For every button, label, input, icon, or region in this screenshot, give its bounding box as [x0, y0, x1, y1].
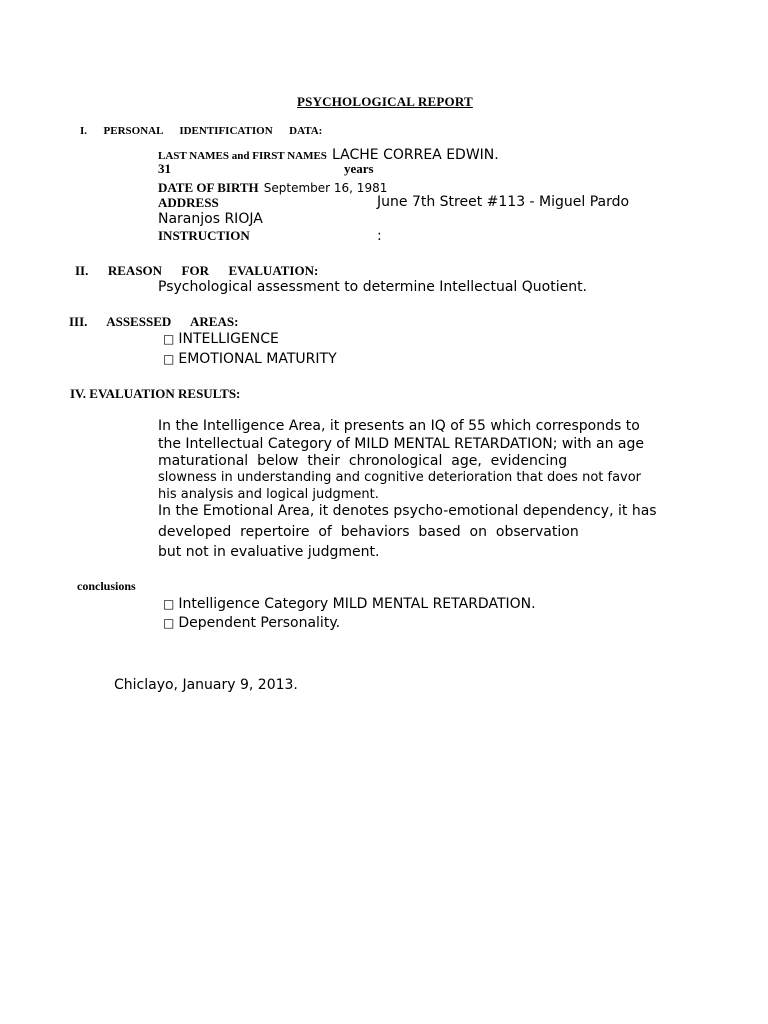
section-2-heading: II. REASON FOR EVALUATION:: [75, 263, 319, 278]
address-value-line-1: June 7th Street #113 - Miguel Pardo: [377, 194, 630, 210]
results-line: developed repertoire of behaviors based on observation: [158, 524, 579, 540]
conclusion-item: □ Intelligence Category MILD MENTAL RETARDATION.: [163, 596, 536, 612]
conclusion-item: □ Dependent Personality.: [163, 615, 340, 631]
results-line: slowness in understanding and cognitive deterioration that does not favor: [158, 470, 642, 485]
results-line: maturational below their chronological age, evidencing: [158, 453, 568, 469]
section-3-heading: III. ASSESSED AREAS:: [69, 314, 239, 329]
results-line: the Intellectual Category of MILD MENTAL RETARDATION; with an age: [158, 436, 645, 452]
instruction-value: :: [377, 228, 382, 244]
assessed-area-item: □ EMOTIONAL MATURITY: [163, 351, 337, 367]
evaluation-reason: Psychological assessment to determine Intellectual Quotient.: [158, 279, 588, 295]
results-line: In the Emotional Area, it denotes psycho-emotional dependency, it has: [158, 503, 657, 519]
place-date: Chiclayo, January 9, 2013.: [114, 677, 298, 693]
names-label: LAST NAMES and FIRST NAMES: [158, 150, 327, 162]
names-row: [158, 144, 499, 163]
age-value: 31: [158, 161, 171, 176]
results-line: his analysis and logical judgment.: [158, 487, 379, 502]
age-unit: years: [344, 161, 374, 176]
address-value-line-2: Naranjos RIOJA: [158, 211, 263, 227]
section-1-heading: I. PERSONAL IDENTIFICATION DATA:: [80, 125, 323, 137]
address-label: ADDRESS: [158, 195, 219, 210]
results-line: In the Intelligence Area, it presents an IQ of 55 which corresponds to: [158, 418, 640, 434]
conclusions-heading: conclusions: [77, 579, 136, 593]
instruction-label: INSTRUCTION: [158, 228, 250, 243]
assessed-area-item: □ INTELLIGENCE: [163, 331, 279, 347]
page-title: PSYCHOLOGICAL REPORT: [297, 94, 473, 109]
section-4-heading: IV. EVALUATION RESULTS:: [70, 386, 241, 401]
results-line: but not in evaluative judgment.: [158, 544, 380, 560]
dob-value: September 16, 1981: [263, 181, 388, 195]
dob-row: [158, 177, 387, 196]
names-value: LACHE CORREA EDWIN.: [332, 147, 499, 163]
dob-label: DATE OF BIRTH: [158, 180, 259, 195]
